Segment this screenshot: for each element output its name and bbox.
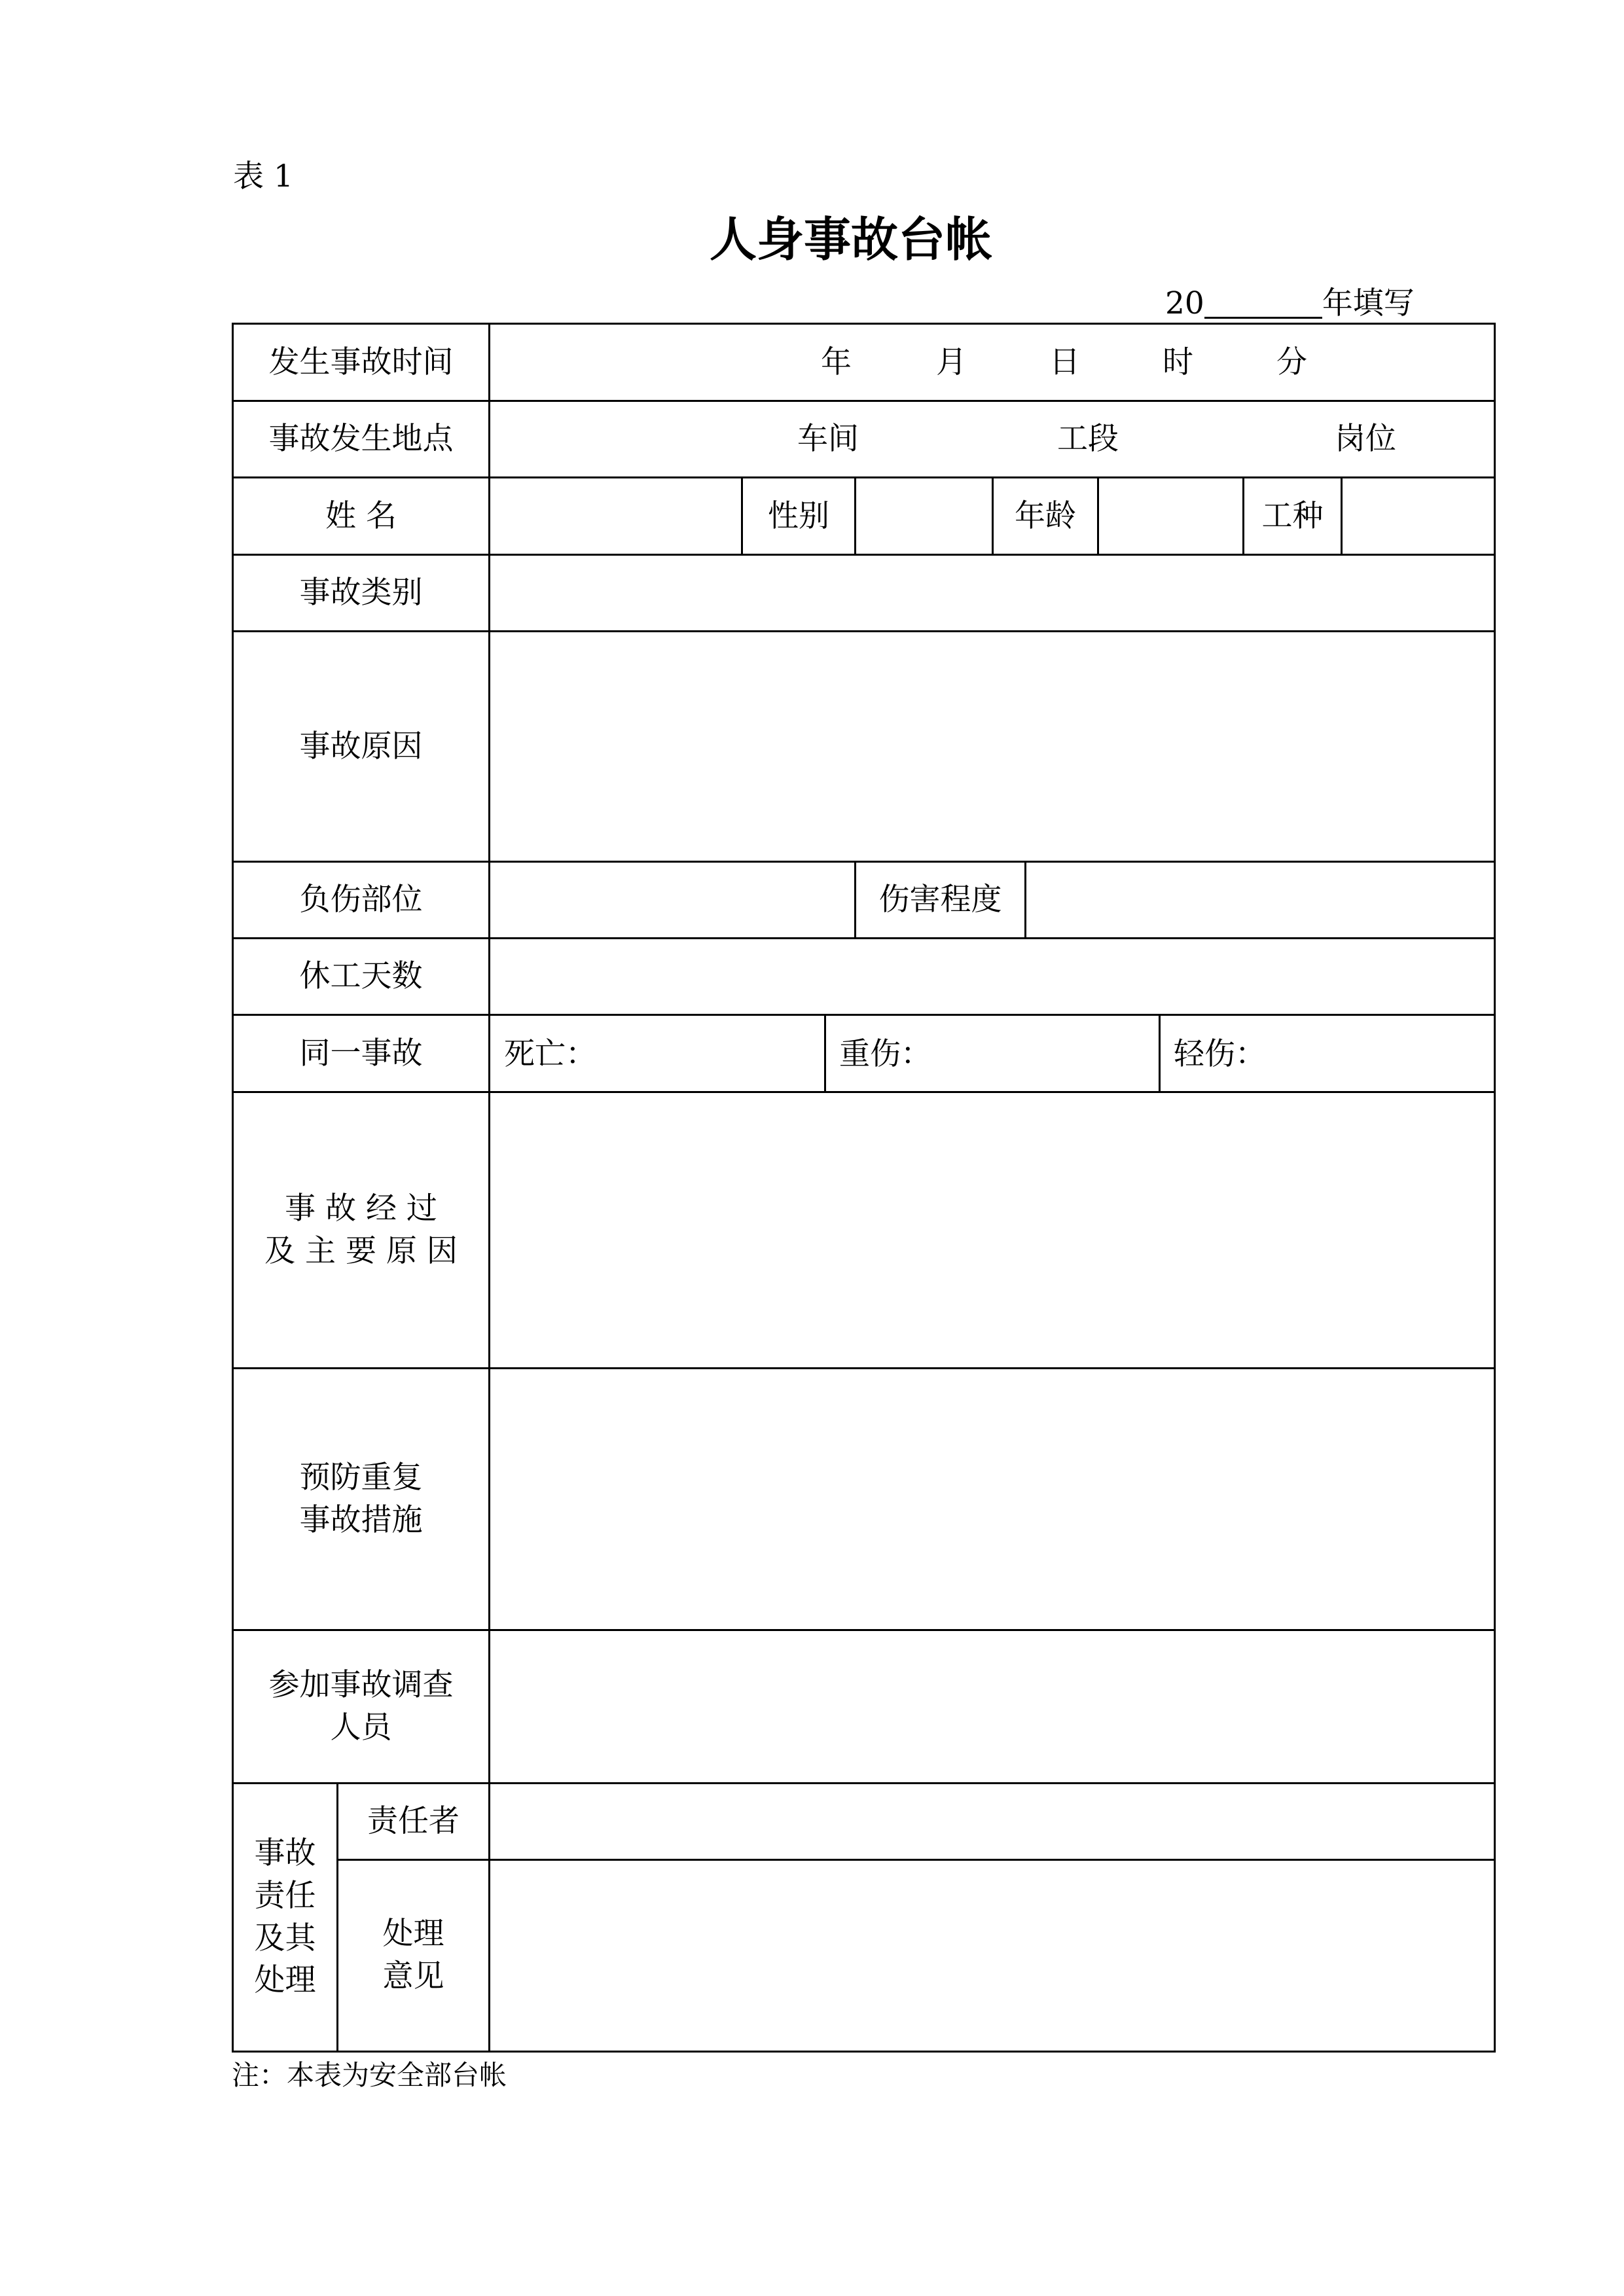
process-field[interactable] bbox=[490, 1093, 1494, 1367]
handling-opinion-label bbox=[338, 1861, 488, 2051]
minor-injury-label: 轻伤： bbox=[1174, 1036, 1266, 1072]
place-section-unit: 工段 bbox=[1057, 421, 1119, 457]
death-label: 死亡： bbox=[504, 1036, 596, 1072]
category-label: 事故类别 bbox=[299, 575, 423, 611]
place-workshop-unit: 车间 bbox=[797, 421, 859, 457]
job-field[interactable] bbox=[1343, 478, 1494, 554]
responsibility-group-label bbox=[234, 1784, 336, 2051]
gender-label: 性别 bbox=[768, 497, 829, 534]
footnote: 注：本表为安全部台帐 bbox=[232, 2059, 507, 2091]
fill-year-suffix: 年填写 bbox=[1322, 285, 1415, 321]
time-minute-unit: 分 bbox=[1276, 344, 1307, 380]
age-field[interactable] bbox=[1099, 478, 1242, 554]
prevention-label-line1: 预防重复 bbox=[299, 1459, 423, 1496]
time-field[interactable] bbox=[490, 325, 1494, 400]
name-label: 姓 名 bbox=[325, 497, 397, 534]
handling-opinion-line1: 处理 bbox=[382, 1916, 444, 1952]
name-field[interactable] bbox=[490, 478, 741, 554]
process-label-line2: 及 主 要 原 因 bbox=[264, 1232, 458, 1269]
place-label: 事故发生地点 bbox=[268, 421, 454, 457]
responsibility-group-line3: 及其 bbox=[254, 1920, 316, 1956]
handling-opinion-line2: 意见 bbox=[382, 1958, 444, 1994]
fill-year bbox=[1165, 285, 1415, 321]
time-month-unit: 月 bbox=[936, 344, 967, 380]
cause-label: 事故原因 bbox=[299, 728, 423, 764]
responsible-person-field[interactable] bbox=[490, 1784, 1494, 1859]
injury-degree-label: 伤害程度 bbox=[878, 882, 1002, 918]
serious-injury-label: 重伤： bbox=[839, 1036, 931, 1072]
time-day-unit: 日 bbox=[1049, 344, 1080, 380]
process-label-line1: 事 故 经 过 bbox=[285, 1190, 437, 1227]
rest-days-label: 休工天数 bbox=[299, 958, 423, 995]
fill-year-prefix: 20 bbox=[1165, 285, 1204, 321]
responsibility-group-line1: 事故 bbox=[254, 1835, 316, 1871]
investigators-label-line1: 参加事故调查 bbox=[268, 1666, 454, 1703]
time-year-unit: 年 bbox=[821, 344, 852, 380]
prevention-label bbox=[234, 1369, 488, 1629]
prevention-label-line2: 事故措施 bbox=[299, 1501, 423, 1538]
injury-part-label: 负伤部位 bbox=[299, 882, 423, 918]
investigators-field[interactable] bbox=[490, 1631, 1494, 1782]
place-post-unit: 岗位 bbox=[1335, 421, 1396, 457]
handling-opinion-field[interactable] bbox=[490, 1861, 1494, 2051]
fill-year-blank[interactable] bbox=[1204, 289, 1322, 319]
investigators-label-line2: 人员 bbox=[330, 1709, 392, 1746]
process-label bbox=[234, 1093, 488, 1367]
responsibility-group-line2: 责任 bbox=[254, 1877, 316, 1914]
table-number: 表 1 bbox=[233, 158, 293, 194]
category-field[interactable] bbox=[490, 556, 1494, 630]
prevention-field[interactable] bbox=[490, 1369, 1494, 1629]
injury-degree-field[interactable] bbox=[1026, 863, 1494, 937]
time-hour-unit: 时 bbox=[1163, 344, 1193, 380]
injury-part-field[interactable] bbox=[490, 863, 854, 937]
rest-days-field[interactable] bbox=[490, 939, 1494, 1014]
page-title: 人身事故台帐 bbox=[709, 211, 992, 267]
responsibility-group-line4: 处理 bbox=[254, 1962, 316, 1999]
same-accident-label: 同一事故 bbox=[299, 1035, 423, 1071]
responsible-person-label: 责任者 bbox=[367, 1803, 460, 1840]
gender-field[interactable] bbox=[856, 478, 992, 554]
investigators-label bbox=[234, 1631, 488, 1782]
age-label: 年龄 bbox=[1015, 497, 1076, 534]
time-label: 发生事故时间 bbox=[268, 344, 454, 380]
cause-field[interactable] bbox=[490, 632, 1494, 861]
job-label: 工种 bbox=[1261, 497, 1324, 534]
